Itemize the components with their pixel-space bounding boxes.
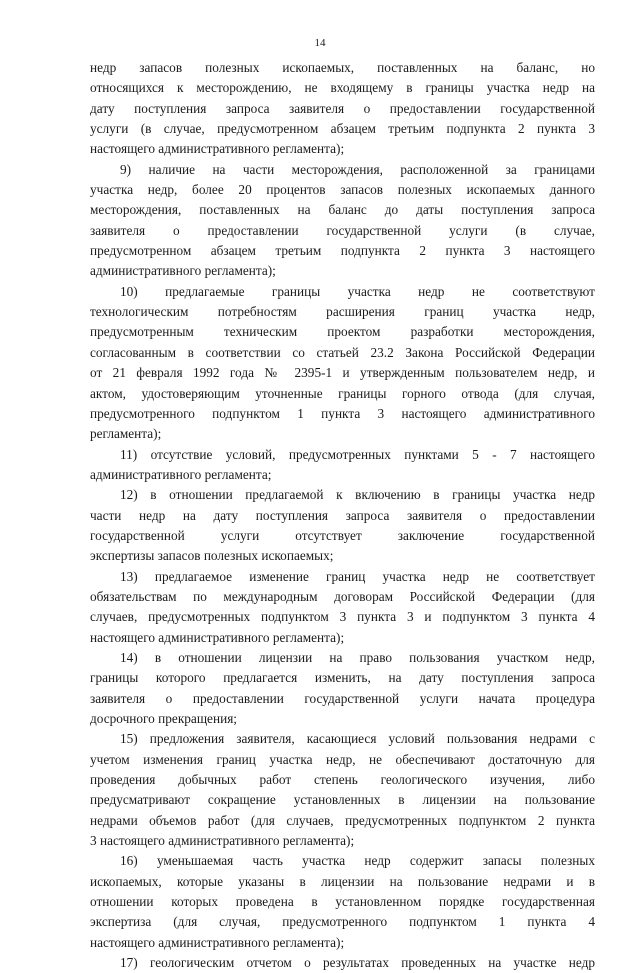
text-line: границы которого предлагается изменить, на дату поступления запроса <box>90 670 595 686</box>
text-line: относящихся к месторождению, не входящему в границы участка недр на <box>90 80 595 96</box>
text-line: предусматривают сокращение установленных в лицензии на пользование <box>90 792 595 808</box>
text-line: заявителя о предоставлении государственной услуги (в случае, <box>90 222 595 238</box>
text-line: настоящего административного регламента); <box>90 934 345 950</box>
text-line: ископаемых, которые указаны в лицензии на пользование недрами и в <box>90 873 595 889</box>
text-line: настоящего административного регламента); <box>90 141 345 157</box>
text-line: предусмотренном абзацем третьим подпункта 2 пункта 3 настоящего <box>90 243 595 259</box>
text-line: технологическим потребностям расширения границ участка недр, <box>90 304 595 320</box>
paragraph-first-line: 16) уменьшаемая часть участка недр содержит запасы полезных <box>120 853 595 869</box>
paragraph-first-line: 12) в отношении предлагаемой к включению в границы участка недр <box>120 487 595 503</box>
text-line: согласованным в соответствии со статьей 23.2 Закона Российской Федерации <box>90 344 595 360</box>
text-line: недрами объемов работ (для случаев, предусмотренных подпунктом 2 пункта <box>90 812 595 828</box>
paragraph-first-line: 15) предложения заявителя, касающиеся условий пользования недрами с <box>120 731 595 747</box>
paragraph-first-line: 13) предлагаемое изменение границ участка недр не соответствует <box>120 568 595 584</box>
text-line: настоящего административного регламента); <box>90 629 345 645</box>
text-line: регламента); <box>90 426 162 442</box>
text-line: услуги (в случае, предусмотренном абзацем третьим подпункта 2 пункта 3 <box>90 121 595 137</box>
text-line: дату поступления запроса заявителя о предоставлении государственной <box>90 100 595 116</box>
paragraph-first-line: 9) наличие на части месторождения, расположенной за границами <box>120 161 595 177</box>
page-number: 14 <box>314 37 326 49</box>
text-line: месторождения, поставленных на баланс до даты поступления запроса <box>90 202 595 218</box>
text-line: отношении которых проведена в установленном порядке государственная <box>90 894 595 910</box>
text-line: заявителя о предоставлении государственной услуги начата процедура <box>90 690 595 706</box>
text-line: государственной услуги отсутствует заключение государственной <box>90 527 595 543</box>
text-line: досрочного прекращения; <box>90 711 238 726</box>
text-line: актом, удостоверяющим уточненные границы горного отвода (для случая, <box>90 385 595 401</box>
text-line: проведения добычных работ степень геологического изучения, либо <box>90 772 595 788</box>
paragraph-first-line: 10) предлагаемые границы участка недр не соответствуют <box>120 283 595 299</box>
text-line: предусмотренным техническим проектом разработки месторождения, <box>90 324 595 340</box>
text-line: недр запасов полезных ископаемых, поставленных на баланс, но <box>90 60 595 75</box>
text-line: от 21 февраля 1992 года № 2395-1 и утвержденным пользователем недр, и <box>90 365 595 381</box>
text-line: обязательствам по международным договорам Российской Федерации (для <box>90 588 595 604</box>
text-line: 3 настоящего административного регламента); <box>90 833 355 849</box>
text-line: административного регламента; <box>90 466 272 482</box>
text-line: части недр на дату поступления запроса заявителя о предоставлении <box>90 507 595 523</box>
text-line: экспертиза (для случая, предусмотренного подпунктом 1 пункта 4 <box>90 914 595 930</box>
text-line: случаев, предусмотренных подпунктом 3 пункта 3 и подпунктом 3 пункта 4 <box>90 609 595 625</box>
paragraph-first-line: 14) в отношении лицензии на право пользования участком недр, <box>120 649 595 665</box>
text-line: административного регламента); <box>90 263 276 279</box>
document-body <box>90 58 595 973</box>
paragraph-first-line: 17) геологическим отчетом о результатах проведенных на участке недр <box>120 955 595 971</box>
text-line: экспертизы запасов полезных ископаемых; <box>90 548 334 564</box>
text-line: учетом изменения границ участка недр, не обеспечивают достаточную для <box>90 751 595 767</box>
text-line: участка недр, более 20 процентов запасов полезных ископаемых данного <box>90 182 595 198</box>
paragraph-first-line: 11) отсутствие условий, предусмотренных пунктами 5 - 7 настоящего <box>120 446 595 462</box>
text-line: предусмотренного подпунктом 1 пункта 3 настоящего административного <box>90 405 595 421</box>
